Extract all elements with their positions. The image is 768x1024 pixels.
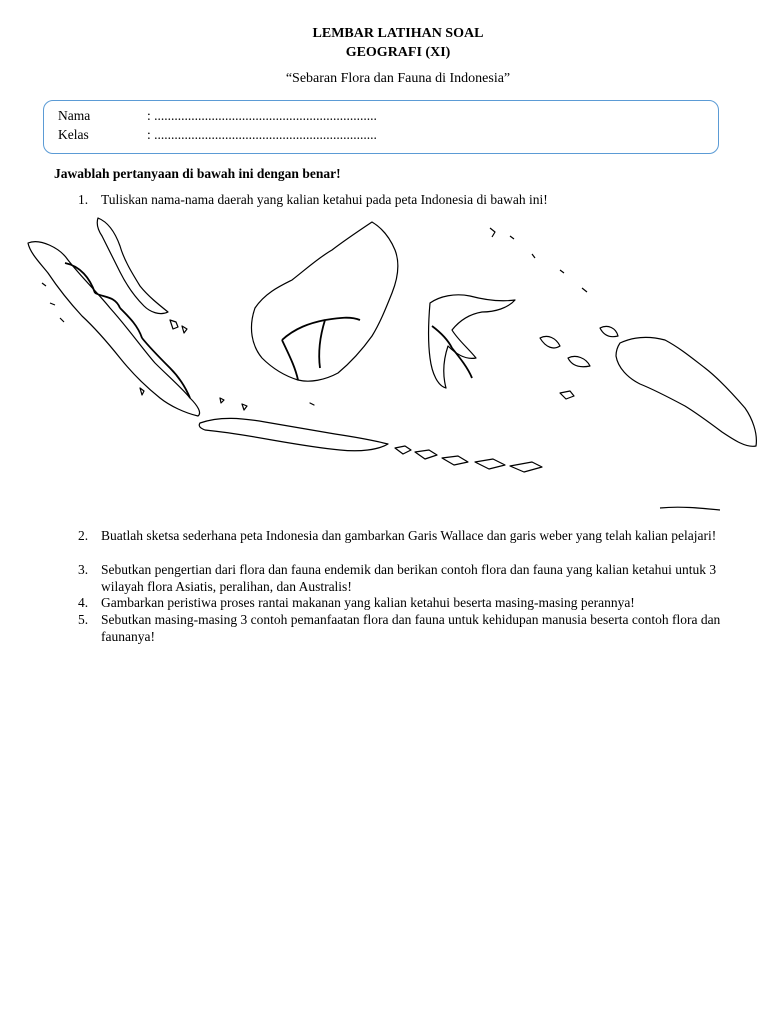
student-identity-box: [43, 100, 719, 154]
worksheet-title: LEMBAR LATIHAN SOAL: [312, 26, 484, 41]
question-number: 3.: [78, 562, 89, 577]
malay-peninsula-shape: [97, 218, 187, 333]
question-text: Tuliskan nama-nama daerah yang kalian ketahui pada peta Indonesia di bawah ini!: [101, 192, 548, 207]
maluku-shape: [540, 326, 618, 399]
borneo-shape: [251, 222, 397, 381]
question-item: [78, 192, 728, 209]
class-field[interactable]: : ..................................................................: [147, 127, 377, 142]
question-text: Gambarkan peristiwa proses rantai makanan yang kalian ketahui beserta masing-masing perannya!: [101, 595, 635, 610]
question-number: 5.: [78, 612, 89, 627]
question-item: [78, 612, 728, 645]
small-islands-shape: [140, 228, 587, 410]
question-number: 1.: [78, 192, 89, 207]
name-field[interactable]: : ..................................................................: [147, 108, 377, 123]
papua-shape: [616, 337, 756, 510]
question-number: 4.: [78, 595, 89, 610]
indonesia-map-icon: [20, 208, 760, 523]
subject-title: GEOGRAFI (XI): [345, 45, 451, 60]
instruction-text: Jawablah pertanyaan di bawah ini dengan benar!: [54, 166, 341, 181]
question-item: [78, 528, 728, 545]
sulawesi-shape: [429, 295, 516, 388]
question-text: Sebutkan masing-masing 3 contoh pemanfaatan flora dan fauna untuk kehidupan manusia beserta contoh flora dan faunanya!: [101, 612, 721, 644]
class-label: Kelas: [58, 127, 89, 142]
topic-subtitle: “Sebaran Flora dan Fauna di Indonesia”: [285, 71, 511, 86]
question-item: [78, 595, 728, 612]
java-shape: [199, 418, 388, 450]
question-text: Buatlah sketsa sederhana peta Indonesia dan gambarkan Garis Wallace dan garis weber yang telah kalian pelajari!: [101, 528, 717, 543]
lesser-sunda-shape: [395, 446, 542, 472]
question-text: Sebutkan pengertian dari flora dan fauna endemik dan berikan contoh flora dan fauna yang kalian ketahui untuk 3 wilayah flora Asiatis, peralihan, dan Australis!: [101, 562, 717, 594]
class-row: [58, 127, 377, 143]
name-row: [58, 108, 377, 124]
question-item: [78, 562, 728, 595]
name-label: Nama: [58, 108, 91, 123]
question-number: 2.: [78, 528, 89, 543]
